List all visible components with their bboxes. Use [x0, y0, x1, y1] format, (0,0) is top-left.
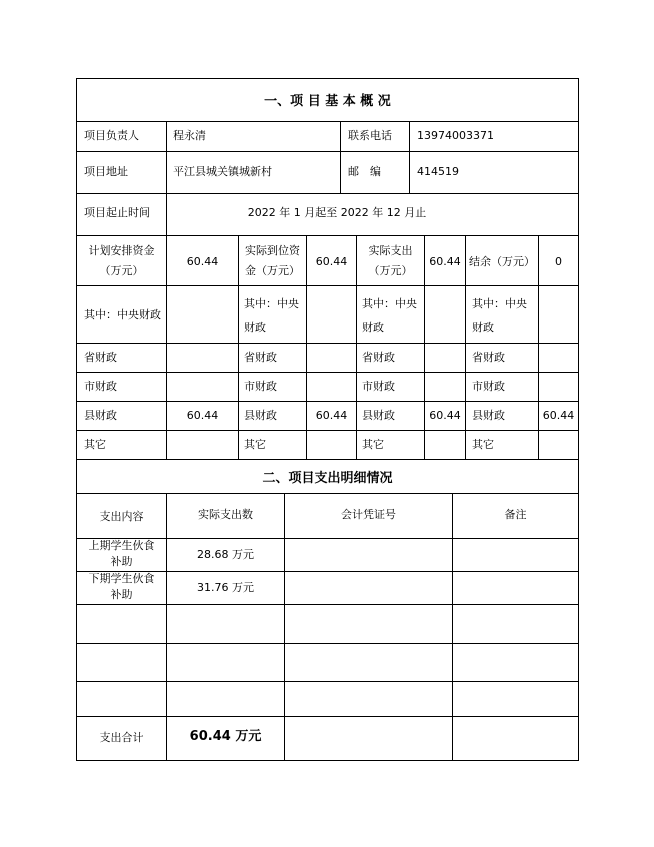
spent-label-line2: （万元）	[368, 264, 413, 277]
postcode-label: 邮 编	[348, 165, 381, 178]
county-balance-value: 60.44	[542, 409, 575, 422]
address-value: 平江县城关镇城新村	[173, 165, 272, 178]
central-label-col2-line2: 财政	[244, 321, 266, 334]
planned-value: 60.44	[186, 255, 219, 268]
county-label-col2: 县财政	[244, 409, 277, 422]
arrived-value: 60.44	[315, 255, 348, 268]
central-label-col2-line1: 其中：中央	[244, 297, 299, 310]
rule	[76, 430, 579, 431]
balance-label: 结余（万元）	[469, 255, 535, 268]
rule	[76, 604, 579, 605]
phone-label: 联系电话	[348, 129, 392, 142]
rule	[76, 493, 579, 494]
central-label: 其中：中央财政	[84, 308, 161, 321]
section1-title: 一、项 目 基 本 概 况	[264, 94, 391, 109]
city-label-col2: 市财政	[244, 380, 277, 393]
border-right	[578, 78, 579, 761]
rule-bottom	[76, 760, 579, 761]
central-label-col4-line2: 财政	[472, 321, 494, 334]
row2-amount: 31.76 万元	[197, 581, 254, 594]
row2-content-line2: 补助	[110, 588, 133, 601]
rule	[76, 151, 579, 152]
row1-content-line1: 上期学生伙食	[88, 539, 155, 552]
spent-value: 60.44	[429, 255, 461, 268]
rule	[76, 121, 579, 122]
divider	[166, 493, 167, 760]
phone-value: 13974003371	[417, 129, 494, 142]
provincial-label: 省财政	[84, 351, 117, 364]
row2-content-line1: 下期学生伙食	[88, 572, 155, 585]
manager-value: 程永清	[173, 129, 206, 142]
rule	[76, 716, 579, 717]
divider	[284, 493, 285, 760]
provincial-label-col4: 省财政	[472, 351, 505, 364]
period-value: 2022 年 1 月起至 2022 年 12 月止	[247, 206, 427, 219]
row1-amount: 28.68 万元	[197, 548, 254, 561]
total-label: 支出合计	[99, 731, 144, 744]
planned-label-line2: （万元）	[99, 264, 144, 277]
other-label-col4: 其它	[472, 438, 494, 451]
rule-top	[76, 78, 579, 79]
rule	[76, 643, 579, 644]
arrived-label-line2: 金（万元）	[245, 264, 300, 277]
divider	[340, 121, 341, 193]
central-label-col3-line1: 其中：中央	[362, 297, 417, 310]
rule	[76, 372, 579, 373]
county-arrived-value: 60.44	[315, 409, 348, 422]
arrived-label-line1: 实际到位资	[245, 244, 300, 257]
other-label-col3: 其它	[362, 438, 384, 451]
county-label: 县财政	[84, 409, 117, 422]
divider	[409, 121, 410, 193]
central-label-col4-line1: 其中：中央	[472, 297, 527, 310]
planned-label-line1: 计划安排资金	[88, 244, 155, 257]
rule	[76, 343, 579, 344]
county-label-col3: 县财政	[362, 409, 395, 422]
county-spent-value: 60.44	[429, 409, 461, 422]
county-planned-value: 60.44	[186, 409, 219, 422]
rule	[76, 285, 579, 286]
row1-content-line2: 补助	[110, 555, 133, 568]
rule	[76, 193, 579, 194]
provincial-label-col3: 省财政	[362, 351, 395, 364]
rule	[76, 459, 579, 460]
divider	[452, 493, 453, 760]
county-label-col4: 县财政	[472, 409, 505, 422]
border-left	[76, 78, 77, 761]
other-label-col2: 其它	[244, 438, 266, 451]
rule	[76, 401, 579, 402]
balance-value: 0	[555, 255, 562, 268]
rule	[76, 235, 579, 236]
central-label-col3-line2: 财政	[362, 321, 384, 334]
city-label: 市财政	[84, 380, 117, 393]
address-label: 项目地址	[84, 165, 128, 178]
header-content: 支出内容	[99, 510, 144, 523]
provincial-label-col2: 省财政	[244, 351, 277, 364]
city-label-col4: 市财政	[472, 380, 505, 393]
total-value: 60.44 万元	[189, 729, 262, 744]
manager-label: 项目负责人	[84, 129, 139, 142]
postcode-value: 414519	[417, 165, 459, 178]
rule	[76, 681, 579, 682]
spent-label-line1: 实际支出	[368, 244, 413, 257]
period-label: 项目起止时间	[84, 206, 150, 219]
header-remark: 备注	[504, 508, 527, 521]
header-amount: 实际支出数	[198, 508, 253, 521]
city-label-col3: 市财政	[362, 380, 395, 393]
header-voucher: 会计凭证号	[341, 508, 396, 521]
divider	[166, 121, 167, 193]
other-label: 其它	[84, 438, 106, 451]
section2-title: 二、项目支出明细情况	[262, 471, 393, 486]
